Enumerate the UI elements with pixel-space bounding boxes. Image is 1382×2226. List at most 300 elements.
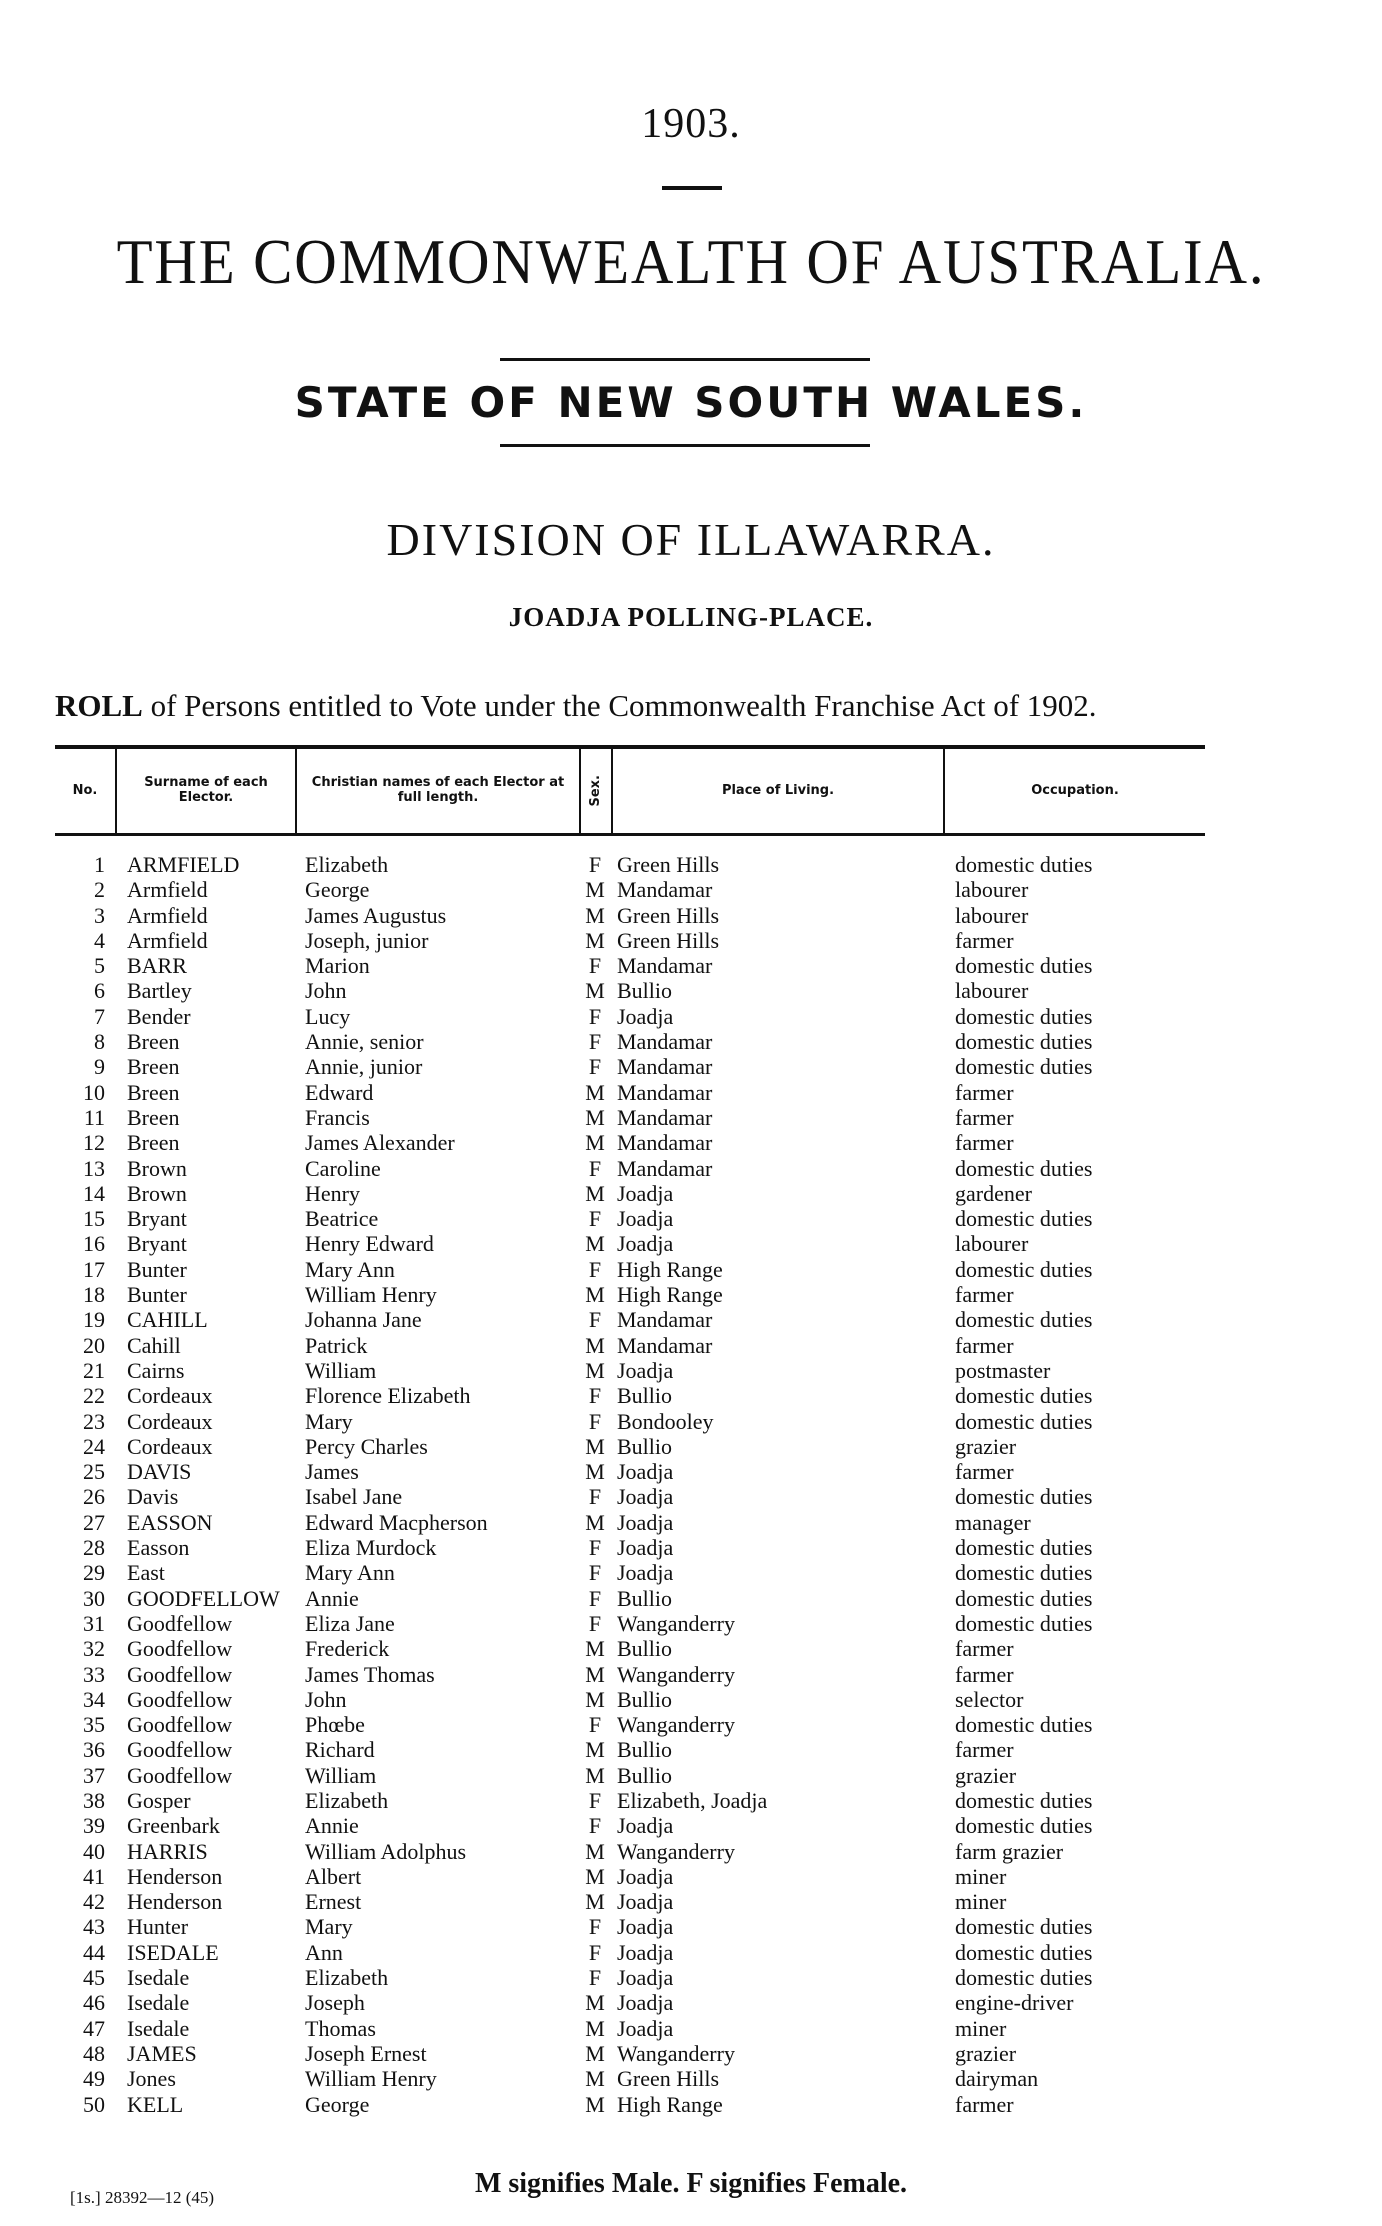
elector-number: 8 [94,1029,105,1055]
elector-number: 5 [94,953,105,979]
header-sex [581,749,613,833]
elector-occupation: grazier [955,1762,1017,1788]
elector-place: Joadja [617,1180,674,1206]
table-row [55,1813,1205,1838]
elector-occupation: grazier [955,1433,1017,1459]
elector-occupation: domestic duties [955,1535,1093,1561]
elector-number: 34 [83,1686,105,1712]
elector-surname: Easson [127,1535,190,1561]
elector-sex: M [585,1433,605,1459]
elector-surname: Breen [127,1079,180,1105]
elector-place: Green Hills [617,2066,720,2092]
elector-occupation: farmer [955,1130,1014,1156]
elector-surname: Bender [127,1003,191,1029]
table-row [55,1231,1205,1256]
elector-sex: M [585,1838,605,1864]
table-row [55,1662,1205,1687]
elector-number: 40 [83,1838,105,1864]
table-row [55,1940,1205,1965]
elector-occupation: farm grazier [955,1838,1064,1864]
header-sex-label: Sex. [587,775,603,807]
elector-surname: Goodfellow [127,1712,233,1738]
table-row [55,1737,1205,1762]
elector-occupation: miner [955,1889,1007,1915]
elector-occupation: domestic duties [955,1914,1093,1940]
elector-sex: M [585,1332,605,1358]
elector-christian-names: William [305,1357,377,1383]
elector-christian-names: Eliza Jane [305,1610,395,1636]
elector-place: Joadja [617,1863,674,1889]
table-row [55,1333,1205,1358]
elector-occupation: postmaster [955,1357,1051,1383]
elector-sex: F [588,1560,602,1586]
table-row [55,1712,1205,1737]
elector-sex: M [585,927,605,953]
elector-christian-names: Annie [305,1813,359,1839]
elector-number: 32 [83,1636,105,1662]
elector-surname: Isedale [127,2015,190,2041]
division-heading: DIVISION OF ILLAWARRA. [386,514,996,565]
sex-legend-note: M signifies Male. F signifies Female. [474,2168,908,2199]
elector-christian-names: William Henry [305,2066,437,2092]
table-row [55,1763,1205,1788]
table-row [55,2066,1205,2091]
elector-christian-names: Elizabeth [305,1965,389,1991]
elector-christian-names: Henry Edward [305,1231,434,1257]
elector-sex: F [588,1965,602,1991]
elector-christian-names: Patrick [305,1332,368,1358]
elector-occupation: domestic duties [955,1155,1093,1181]
elector-place: Mandamar [617,1104,713,1130]
elector-number: 39 [83,1813,105,1839]
elector-number: 18 [83,1282,105,1308]
elector-surname: Breen [127,1029,180,1055]
elector-christian-names: Lucy [305,1003,351,1029]
elector-occupation: farmer [955,1282,1014,1308]
year-dash-divider [662,186,722,190]
elector-christian-names: Joseph [305,1990,365,2016]
elector-number: 37 [83,1762,105,1788]
elector-christian-names: Annie, junior [305,1054,423,1080]
elector-occupation: selector [955,1686,1024,1712]
elector-number: 22 [83,1383,105,1409]
elector-christian-names: Eliza Murdock [305,1535,437,1561]
elector-christian-names: Percy Charles [305,1433,428,1459]
elector-number: 26 [83,1484,105,1510]
elector-sex: M [585,2091,605,2117]
elector-number: 19 [83,1307,105,1333]
table-row [55,1914,1205,1939]
elector-surname: Armfield [127,877,208,903]
elector-number: 44 [83,1939,105,1965]
elector-place: Green Hills [617,902,720,928]
elector-christian-names: Edward [305,1079,374,1105]
elector-sex: F [588,1610,602,1636]
elector-sex: F [588,1813,602,1839]
table-row [55,1383,1205,1408]
elector-sex: M [585,1661,605,1687]
elector-christian-names: Marion [305,953,370,979]
elector-number: 4 [94,927,105,953]
elector-christian-names: John [305,1686,347,1712]
header-no: No. [55,749,117,833]
elector-christian-names: Mary Ann [305,1560,395,1586]
elector-christian-names: Isabel Jane [305,1484,403,1510]
elector-sex: M [585,978,605,1004]
elector-christian-names: Florence Elizabeth [305,1383,471,1409]
table-row [55,1054,1205,1079]
elector-christian-names: James Thomas [305,1661,435,1687]
elector-surname: Bunter [127,1256,187,1282]
elector-surname: Goodfellow [127,1636,233,1662]
elector-place: Joadja [617,1484,674,1510]
elector-number: 9 [94,1054,105,1080]
table-row [55,1105,1205,1130]
elector-occupation: domestic duties [955,1408,1093,1434]
elector-surname: Cordeaux [127,1383,213,1409]
table-row [55,1990,1205,2015]
elector-place: Mandamar [617,877,713,903]
table-row [55,1484,1205,1509]
table-row [55,1080,1205,1105]
table-row [55,1636,1205,1661]
elector-christian-names: Johanna Jane [305,1307,422,1333]
table-row [55,1687,1205,1712]
print-code: [1s.] 28392—12 (45) [70,2188,215,2207]
elector-place: Wanganderry [617,1712,735,1738]
elector-place: Joadja [617,1535,674,1561]
elector-occupation: miner [955,2015,1007,2041]
elector-surname: Bunter [127,1282,187,1308]
elector-surname: BARR [127,953,187,979]
elector-sex: F [588,1155,602,1181]
elector-place: Bullio [617,1686,673,1712]
elector-occupation: domestic duties [955,1383,1093,1409]
elector-place: Mandamar [617,1307,713,1333]
elector-surname: Henderson [127,1889,223,1915]
elector-surname: Davis [127,1484,179,1510]
table-row [55,1535,1205,1560]
elector-place: High Range [617,2091,723,2117]
elector-number: 14 [83,1180,105,1206]
elector-surname: ISEDALE [127,1939,219,1965]
elector-occupation: domestic duties [955,1787,1093,1813]
elector-number: 35 [83,1712,105,1738]
elector-place: Mandamar [617,1130,713,1156]
elector-surname: HARRIS [127,1838,208,1864]
elector-christian-names: Joseph Ernest [305,2040,427,2066]
table-row [55,1611,1205,1636]
elector-surname: DAVIS [127,1459,192,1485]
elector-place: High Range [617,1256,723,1282]
table-row [55,1358,1205,1383]
elector-surname: Hunter [127,1914,189,1940]
elector-number: 38 [83,1787,105,1813]
elector-sex: F [588,1054,602,1080]
elector-christian-names: William [305,1762,377,1788]
elector-christian-names: Edward Macpherson [305,1509,488,1535]
elector-occupation: domestic duties [955,1484,1093,1510]
elector-surname: Breen [127,1104,180,1130]
elector-surname: Brown [127,1180,187,1206]
elector-occupation: domestic duties [955,1610,1093,1636]
elector-surname: CAHILL [127,1307,208,1333]
state-rule-divider [500,444,870,447]
elector-number: 10 [83,1079,105,1105]
table-row [55,877,1205,902]
elector-christian-names: Francis [305,1104,370,1130]
document-title: THE COMMONWEALTH OF AUSTRALIA. [116,226,1266,297]
table-row [55,1889,1205,1914]
elector-sex: M [585,1762,605,1788]
elector-sex: F [588,953,602,979]
elector-occupation: domestic duties [955,1939,1093,1965]
table-row [55,978,1205,1003]
elector-sex: F [588,1408,602,1434]
elector-sex: F [588,1029,602,1055]
elector-christian-names: Ann [305,1939,343,1965]
elector-number: 31 [83,1610,105,1636]
elector-sex: F [588,1712,602,1738]
elector-sex: M [585,2015,605,2041]
elector-christian-names: James Alexander [305,1130,455,1156]
elector-sex: M [585,1737,605,1763]
elector-occupation: domestic duties [955,1003,1093,1029]
elector-occupation: domestic duties [955,852,1093,877]
elector-surname: Bryant [127,1206,187,1232]
elector-number: 15 [83,1206,105,1232]
elector-surname: Armfield [127,927,208,953]
elector-place: Joadja [617,1357,674,1383]
elector-sex: F [588,1914,602,1940]
elector-place: Wanganderry [617,1661,735,1687]
table-row [55,1004,1205,1029]
elector-sex: M [585,1282,605,1308]
elector-sex: M [585,1180,605,1206]
table-row [55,1130,1205,1155]
elector-place: Bullio [617,1433,673,1459]
elector-christian-names: Henry [305,1180,360,1206]
table-row [55,1586,1205,1611]
elector-christian-names: Mary [305,1914,353,1940]
elector-christian-names: John [305,978,347,1004]
elector-number: 12 [83,1130,105,1156]
elector-occupation: farmer [955,927,1014,953]
elector-place: Joadja [617,1990,674,2016]
elector-place: Joadja [617,2015,674,2041]
elector-occupation: grazier [955,2040,1017,2066]
elector-number: 46 [83,1990,105,2016]
elector-number: 50 [83,2091,105,2117]
elector-christian-names: William Adolphus [305,1838,467,1864]
elector-number: 24 [83,1433,105,1459]
elector-place: Bondooley [617,1408,714,1434]
elector-christian-names: Annie [305,1585,359,1611]
elector-surname: JAMES [127,2040,197,2066]
elector-place: Joadja [617,1889,674,1915]
table-row [55,1282,1205,1307]
elector-number: 21 [83,1357,105,1383]
elector-surname: ARMFIELD [127,852,240,877]
elector-number: 7 [94,1003,105,1029]
elector-surname: Goodfellow [127,1737,233,1763]
elector-number: 2 [94,877,105,903]
elector-place: Joadja [617,1813,674,1839]
elector-sex: F [588,1585,602,1611]
elector-surname: KELL [127,2091,184,2117]
elector-place: Bullio [617,978,673,1004]
elector-sex: F [588,1787,602,1813]
elector-occupation: labourer [955,902,1029,928]
elector-christian-names: Thomas [305,2015,376,2041]
elector-place: Mandamar [617,1332,713,1358]
elector-surname: Isedale [127,1965,190,1991]
document-year: 1903. [641,101,741,147]
elector-number: 29 [83,1560,105,1586]
table-row [55,852,1205,877]
table-row [55,1409,1205,1434]
elector-number: 25 [83,1459,105,1485]
elector-surname: Cordeaux [127,1408,213,1434]
elector-place: Joadja [617,1231,674,1257]
elector-sex: M [585,1130,605,1156]
elector-number: 20 [83,1332,105,1358]
elector-occupation: farmer [955,1332,1014,1358]
elector-number: 45 [83,1965,105,1991]
elector-number: 48 [83,2040,105,2066]
elector-place: Wanganderry [617,2040,735,2066]
elector-surname: Cairns [127,1357,185,1383]
elector-number: 3 [94,902,105,928]
elector-sex: M [585,877,605,903]
elector-sex: M [585,1357,605,1383]
elector-sex: M [585,1636,605,1662]
elector-number: 28 [83,1535,105,1561]
elector-sex: M [585,1863,605,1889]
elector-place: Bullio [617,1762,673,1788]
elector-surname: Breen [127,1130,180,1156]
table-row [55,1257,1205,1282]
elector-number: 17 [83,1256,105,1282]
elector-sex: M [585,902,605,928]
elector-surname: Bartley [127,978,192,1004]
elector-place: Bullio [617,1383,673,1409]
elector-surname: Breen [127,1054,180,1080]
table-row [55,2016,1205,2041]
elector-number: 6 [94,978,105,1004]
elector-place: Mandamar [617,953,713,979]
header-surname: Surname of each Elector. [117,749,297,833]
elector-place: Joadja [617,1509,674,1535]
elector-surname: Greenbark [127,1813,220,1839]
elector-christian-names: Elizabeth [305,852,389,877]
elector-sex: F [588,1003,602,1029]
elector-number: 41 [83,1863,105,1889]
elector-surname: Gosper [127,1787,191,1813]
elector-christian-names: George [305,2091,370,2117]
table-row [55,928,1205,953]
header-place: Place of Living. [613,749,945,833]
elector-surname: Armfield [127,902,208,928]
elector-number: 11 [83,1104,105,1130]
elector-christian-names: Caroline [305,1155,381,1181]
table-row [55,1965,1205,1990]
state-heading: STATE OF NEW SOUTH WALES. [294,378,1088,427]
elector-sex: F [588,1484,602,1510]
elector-number: 36 [83,1737,105,1763]
elector-place: Joadja [617,1965,674,1991]
elector-occupation: domestic duties [955,1206,1093,1232]
elector-place: Joadja [617,1560,674,1586]
elector-surname: Goodfellow [127,1762,233,1788]
elector-place: Joadja [617,1914,674,1940]
roll-description [55,688,1205,724]
table-row [55,2092,1205,2117]
elector-place: Mandamar [617,1079,713,1105]
elector-sex: M [585,1889,605,1915]
elector-occupation: engine-driver [955,1990,1074,2016]
elector-surname: Goodfellow [127,1661,233,1687]
elector-occupation: farmer [955,1636,1014,1662]
elector-occupation: domestic duties [955,1307,1093,1333]
elector-surname: EASSON [127,1509,213,1535]
elector-sex: F [588,1939,602,1965]
elector-surname: Jones [127,2066,176,2092]
table-header-bottom-rule [55,833,1205,836]
elector-christian-names: James [305,1459,359,1485]
elector-occupation: manager [955,1509,1031,1535]
elector-place: Joadja [617,1459,674,1485]
elector-sex: F [588,1256,602,1282]
roll-description-text: of Persons entitled to Vote under the Commonwealth Franchise Act of 1902. [142,688,1097,723]
elector-sex: F [588,1535,602,1561]
elector-occupation: domestic duties [955,1813,1093,1839]
elector-occupation: domestic duties [955,953,1093,979]
elector-christian-names: Frederick [305,1636,390,1662]
table-row [55,903,1205,928]
elector-surname: Goodfellow [127,1610,233,1636]
table-row [55,953,1205,978]
elector-christian-names: James Augustus [305,902,447,928]
elector-place: Bullio [617,1737,673,1763]
elector-occupation: farmer [955,1661,1014,1687]
elector-occupation: gardener [955,1180,1032,1206]
elector-christian-names: Mary Ann [305,1256,395,1282]
elector-place: Mandamar [617,1155,713,1181]
elector-place: Green Hills [617,852,720,877]
elector-sex: M [585,2066,605,2092]
elector-occupation: domestic duties [955,1256,1093,1282]
elector-sex: M [585,1231,605,1257]
table-row [55,1560,1205,1585]
elector-number: 43 [83,1914,105,1940]
elector-christian-names: Phœbe [305,1712,365,1738]
elector-place: Bullio [617,1585,673,1611]
elector-sex: M [585,1990,605,2016]
polling-place-heading: JOADJA POLLING-PLACE. [508,602,874,632]
elector-number: 1 [94,852,105,877]
table-header [55,749,1205,833]
elector-sex: M [585,1079,605,1105]
elector-number: 33 [83,1661,105,1687]
elector-place: Elizabeth, Joadja [617,1787,768,1813]
elector-rows [55,852,1205,2117]
elector-occupation: farmer [955,1104,1014,1130]
elector-surname: Brown [127,1155,187,1181]
elector-christian-names: Mary [305,1408,353,1434]
elector-place: Mandamar [617,1029,713,1055]
header-occupation: Occupation. [1031,782,1119,798]
